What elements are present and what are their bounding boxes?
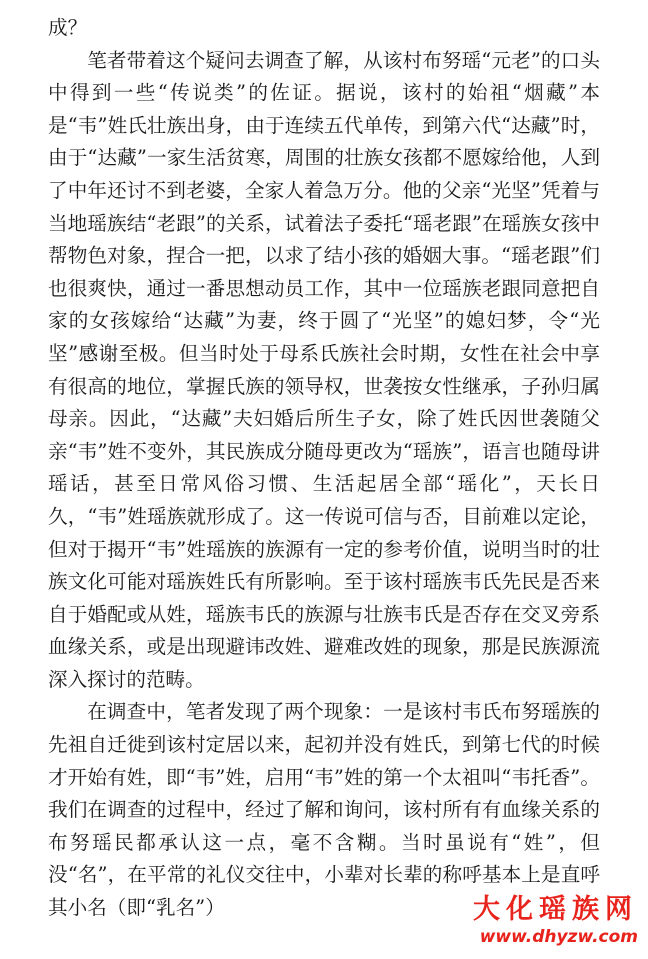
watermark-title: 大化瑶族网	[473, 894, 638, 925]
paragraph-1: 成？	[48, 16, 88, 39]
watermark-url: www.dhyzw.com	[479, 927, 638, 947]
paragraph-2: 笔者带着这个疑问去调查了解，从该村布努瑶“元老”的口头中得到一些“传说类”的佐证。据说，该村的始祖“烟藏”本是“韦”姓氏壮族出身，由于连续五代单传，到第六代“达藏”时，由于“达藏”一家生活贫寒，周围的壮族女孩都不愿嫁给他，人到了中年还讨不到老婆，全家人着急万分。他的父亲“光坚”凭着与当地瑶族结“老跟”的关系，试着法子委托“瑶老跟”在瑶族女孩中帮物色对象，捏合一把，以求了结小孩的婚姻大事。“瑶老跟”们也很爽快，通过一番思想动员工作，其中一位瑶族老跟同意把自家的女孩嫁给“达藏”为妻，终于圆了“光坚”的媳妇梦，令“光坚”感谢至极。但当时处于母系氏族社会时期，女性在社会中享有很高的地位，掌握氏族的领导权，世袭按女性继承，子孙归属母亲。因此，“达藏”夫妇婚后所生子女，除了姓氏因世袭随父亲“韦”姓不变外，其民族成分随母更改为“瑶族”，语言也随母讲瑶话，甚至日常风俗习惯、生活起居全部“瑶化”，天长日久，“韦”姓瑶族就形成了。这一传说可信与否，目前难以定论，但对于揭开“韦”姓瑶族的族源有一定的参考价值，说明当时的壮族文化可能对瑶族姓氏有所影响。至于该村瑶族韦氏先民是否来自于婚配或从姓，瑶族韦氏的族源与壮族韦氏是否存在交叉旁系血缘关系，或是出现避讳改姓、避难改姓的现象，那是民族源流深入探讨的范畴。	[48, 48, 600, 691]
document-body	[48, 12, 600, 925]
site-watermark	[460, 895, 638, 951]
paragraph-3: 在调查中，笔者发现了两个现象：一是该村韦氏布努瑶族的先祖自迁徙到该村定居以来，起初并没有姓氏，到第七代的时候才开始有姓，即“韦”姓，启用“韦”姓的第一个太祖叫“韦托香”。我们在调查的过程中，经过了解和询问，该村所有有血缘关系的布努瑶民都承认这一点，毫不含糊。当时虽说有“姓”，但没“名”，在平常的礼仪交往中，小辈对长辈的称呼基本上是直呼其小名（即“乳名”）	[48, 700, 600, 920]
